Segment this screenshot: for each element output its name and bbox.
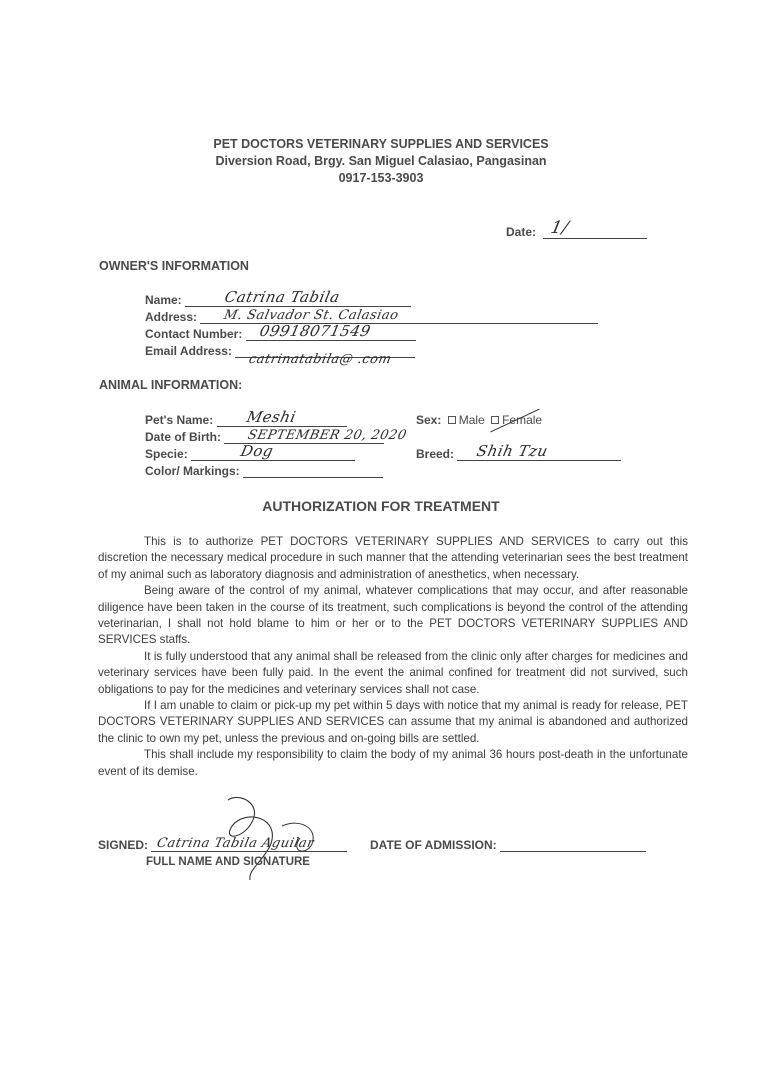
owner-address-label: Address: — [145, 310, 198, 324]
authorization-title: AUTHORIZATION FOR TREATMENT — [262, 498, 500, 514]
sex-female-label: Female — [502, 413, 543, 427]
pet-sex-field[interactable] — [416, 413, 542, 427]
pet-name-field[interactable] — [145, 408, 347, 427]
signed-label: SIGNED: — [98, 838, 149, 852]
owner-email-label: Email Address: — [145, 344, 232, 358]
pet-specie-label: Specie: — [145, 447, 188, 461]
authorization-paragraph: This shall include my responsibility to claim the body of my animal 36 hours post-death in the unfortunate event of its demise. — [98, 748, 688, 778]
pet-color-label: Color/ Markings: — [145, 464, 240, 478]
pet-breed-value: Shih Tzu — [475, 442, 551, 460]
signature-caption: FULL NAME AND SIGNATURE — [146, 856, 310, 868]
date-field[interactable] — [506, 218, 647, 239]
authorization-paragraph: It is fully understood that any animal shall be released from the clinic only after charges for medicines and veterinary services have been fully paid. In the event the animal confined for treatment did not survived, such obligations to pay for the medicines and veterinary services shall not case. — [98, 649, 688, 696]
animal-section-title: ANIMAL INFORMATION: — [99, 378, 243, 392]
admission-date-field[interactable] — [370, 838, 646, 852]
authorization-paragraph: If I am unable to claim or pick-up my pet within 5 days with notice that my animal is ready for release, PET DOCTORS VETERINARY SUPPLIES AND SERVICES can assume that my animal is abandoned and authorized the clinic to own my pet, unless the previous and on-going bills are settled. — [98, 699, 688, 745]
owner-contact-value: 09918071549 — [257, 322, 373, 340]
sex-male-checkbox[interactable] — [448, 416, 456, 424]
date-line — [543, 218, 647, 239]
owner-address-value: M. Salvador St. Calasiao — [222, 308, 401, 323]
sex-female-option[interactable] — [488, 413, 542, 427]
pet-color-field[interactable] — [145, 464, 383, 478]
authorization-paragraph: This is to authorize PET DOCTORS VETERINARY SUPPLIES AND SERVICES to carry out this discretion the necessary medical procedure in such manner that the attending veterinarian sees the best treatment of my animal such as laboratory diagnosis and administration of anesthetics, when necessary. — [98, 535, 688, 581]
pet-name-value: Meshi — [244, 408, 298, 426]
admission-date-label: DATE OF ADMISSION: — [370, 838, 497, 852]
signed-value: Catrina Tabila Aguilar — [155, 836, 316, 851]
pet-dob-value: SEPTEMBER 20, 2020 — [246, 428, 409, 443]
owner-section-title: OWNER'S INFORMATION — [99, 259, 249, 273]
owner-contact-field[interactable] — [145, 322, 416, 341]
pet-dob-label: Date of Birth: — [145, 430, 221, 444]
sex-female-checkbox[interactable] — [491, 416, 499, 424]
authorization-body — [98, 534, 688, 780]
owner-email-field[interactable] — [145, 344, 415, 367]
date-label: Date: — [506, 225, 537, 239]
owner-name-label: Name: — [145, 293, 182, 307]
date-handwritten: 1/ — [549, 218, 572, 238]
company-phone: 0917-153-3903 — [338, 171, 424, 185]
company-name: PET DOCTORS VETERINARY SUPPLIES AND SERVICES — [213, 137, 549, 151]
pet-breed-field[interactable] — [416, 442, 621, 461]
owner-name-field[interactable] — [145, 288, 411, 307]
pet-breed-label: Breed: — [416, 447, 455, 461]
signed-field[interactable] — [98, 838, 347, 852]
company-address: Diversion Road, Brgy. San Miguel Calasiao, Pangasinan — [215, 154, 547, 168]
pet-name-label: Pet's Name: — [145, 413, 214, 427]
pet-specie-value: Dog — [239, 442, 276, 460]
authorization-paragraph: Being aware of the control of my animal, whatever complications that may occur, and after reasonable diligence have been taken in the course of its treatment, such complications is beyond the control of the attending veterinarian, I shall not hold blame to him or her or to the PET DOCTORS VETERINARY SUPPLIES AND SERVICES staffs. — [98, 584, 688, 647]
owner-contact-label: Contact Number: — [145, 327, 243, 341]
pet-specie-field[interactable] — [145, 442, 355, 461]
letterhead — [0, 136, 762, 187]
sex-male-option: Male — [458, 413, 485, 427]
owner-name-value: Catrina Tabila — [223, 288, 342, 306]
pet-sex-label: Sex: — [416, 413, 442, 427]
owner-email-value: catrinatabila@ .com — [247, 352, 394, 367]
